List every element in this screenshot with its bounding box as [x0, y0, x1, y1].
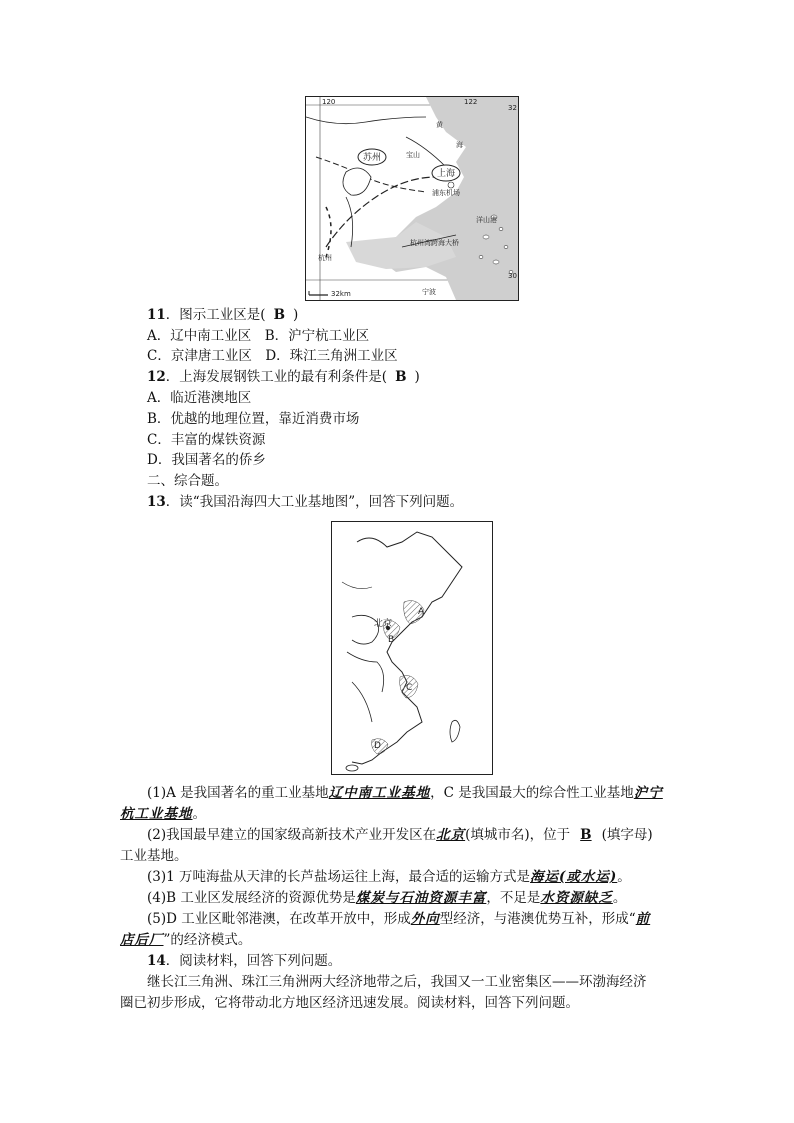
region-c-label: C: [406, 683, 413, 693]
q12-answer: B: [395, 369, 407, 385]
lon-122-label: 122: [464, 98, 478, 106]
q13-part1-line2: [120, 805, 206, 823]
city-suzhou-label: 苏州: [362, 153, 382, 163]
lat-32-label: 32: [508, 104, 517, 112]
shanghai-region-map: [305, 96, 519, 301]
lon-120-label: 120: [322, 98, 336, 106]
q12-option-d: D．我国著名的侨乡: [147, 452, 266, 468]
q13-part3: [147, 868, 631, 886]
q11-answer: B: [273, 307, 285, 323]
china-industrial-bases-map-svg: [332, 522, 492, 774]
coastline: [352, 532, 462, 764]
q13-part5-line2: [120, 931, 251, 949]
q14-text: ．阅读材料，回答下列问题。: [165, 953, 342, 969]
q14-number: 14: [147, 953, 166, 969]
q13-part5-line1: [147, 910, 650, 928]
q11-number: 11: [147, 307, 166, 323]
q13-p3-end: 。: [617, 869, 631, 885]
lat-30-label: 30: [508, 272, 517, 280]
q13-part4: [147, 889, 626, 907]
q13-p1-answer-2a: 沪宁: [633, 785, 663, 801]
q12-option-c: C．丰富的煤铁资源: [147, 432, 266, 448]
bridge-name-label: 杭州湾跨海大桥: [410, 239, 459, 247]
q13-p5-answer-2b: 店后厂: [120, 932, 164, 948]
q13-p2-answer-2: B: [580, 827, 592, 843]
china-industrial-bases-map: [331, 521, 493, 775]
place-yangshan-port-label: 洋山港: [476, 216, 497, 224]
q13-p1-text-b: ，C 是我国最大的综合性工业基地: [430, 785, 634, 801]
sea-label-1: 黄: [436, 121, 443, 129]
q13-p1-end: 。: [192, 806, 206, 822]
region-b-label: B: [388, 635, 395, 645]
q12-text: ．上海发展钢铁工业的最有利条件是(: [165, 369, 388, 385]
beijing-label: 北京: [374, 619, 393, 629]
q13-p1-text-a: (1)A 是我国著名的重工业基地: [147, 785, 329, 801]
q11-text: ．图示工业区是(: [165, 307, 266, 323]
q11-stem-end: ): [293, 307, 299, 323]
q12-stem: [147, 368, 420, 386]
q13-p2-text-a: (2)我国最早建立的国家级高新技术产业开发区在: [147, 827, 437, 843]
q13-part2-line1: [147, 826, 653, 844]
shanghai-region-map-svg: [306, 97, 518, 300]
q13-p5-text-c: ”的经济模式。: [163, 932, 252, 948]
q13-p1-answer-1: 辽中南工业基地: [328, 785, 431, 801]
city-shanghai-label: 上海: [436, 169, 456, 179]
q11-stem: [147, 306, 298, 324]
q14-material-line-1: 继长江三角洲、珠江三角洲两大经济地带之后，我国又一工业密集区——环渤海经济: [147, 974, 647, 990]
q13-p3-answer: 海运(或水运): [530, 869, 618, 885]
q13-p5-text-b: 型经济，与港澳优势互补，形成“: [439, 911, 636, 927]
hainan-outline: [346, 765, 358, 771]
q13-part2-line2: 工业基地。: [120, 848, 188, 864]
q13-p5-answer-1: 外向: [410, 911, 440, 927]
q12-option-b: B．优越的地理位置，靠近消费市场: [147, 411, 360, 427]
place-hangzhou-label: 杭州: [318, 254, 332, 262]
q13-p2-answer-1: 北京: [436, 827, 466, 843]
q11-option-line-2: C．京津唐工业区 D．珠江三角洲工业区: [147, 348, 398, 364]
place-baoshan-label: 宝山: [406, 151, 420, 159]
q13-number: 13: [147, 494, 166, 510]
q13-p4-answer-1: 煤炭与石油资源丰富: [355, 890, 487, 906]
q13-p4-text-b: ，不足是: [486, 890, 541, 906]
q12-number: 12: [147, 369, 166, 385]
q13-p5-answer-2a: 前: [635, 911, 651, 927]
q12-stem-end: ): [414, 369, 420, 385]
q13-p4-text-a: (4)B 工业区发展经济的资源优势是: [147, 890, 356, 906]
q13-text: ．读“我国沿海四大工业基地图”，回答下列问题。: [165, 494, 464, 510]
q13-p4-end: 。: [612, 890, 627, 906]
q11-option-line-1: A．辽中南工业区 B．沪宁杭工业区: [147, 328, 370, 344]
q13-p2-text-c: (填字母): [601, 827, 653, 843]
scale-label: 32km: [331, 290, 351, 298]
q13-p4-answer-2: 水资源缺乏: [540, 890, 613, 906]
q12-option-a: A．临近港澳地区: [147, 390, 252, 406]
q14-material-line-2: 圈已初步形成，它将带动北方地区经济迅速发展。阅读材料，回答下列问题。: [120, 995, 579, 1011]
region-a-label: A: [418, 607, 425, 617]
q13-stem: [147, 493, 463, 511]
q13-p3-text: (3)1 万吨海盐从天津的长芦盐场运往上海，最合适的运输方式是: [147, 869, 531, 885]
taiwan-outline: [450, 720, 460, 742]
region-d-label: D: [374, 741, 381, 751]
sea-label-2: 海: [456, 141, 463, 149]
place-ningbo-label: 宁波: [422, 288, 436, 296]
q13-p1-answer-2b: 杭工业基地: [120, 806, 193, 822]
place-pudong-airport-label: 浦东机场: [432, 189, 460, 197]
q13-part1-line1: [147, 784, 663, 802]
q14-stem: [147, 952, 341, 970]
q13-p5-text-a: (5)D 工业区毗邻港澳，在改革开放中，形成: [147, 911, 411, 927]
q13-p2-text-b: (填城市名)，位于: [465, 827, 571, 843]
section-2-heading: 二、综合题。: [147, 473, 228, 489]
